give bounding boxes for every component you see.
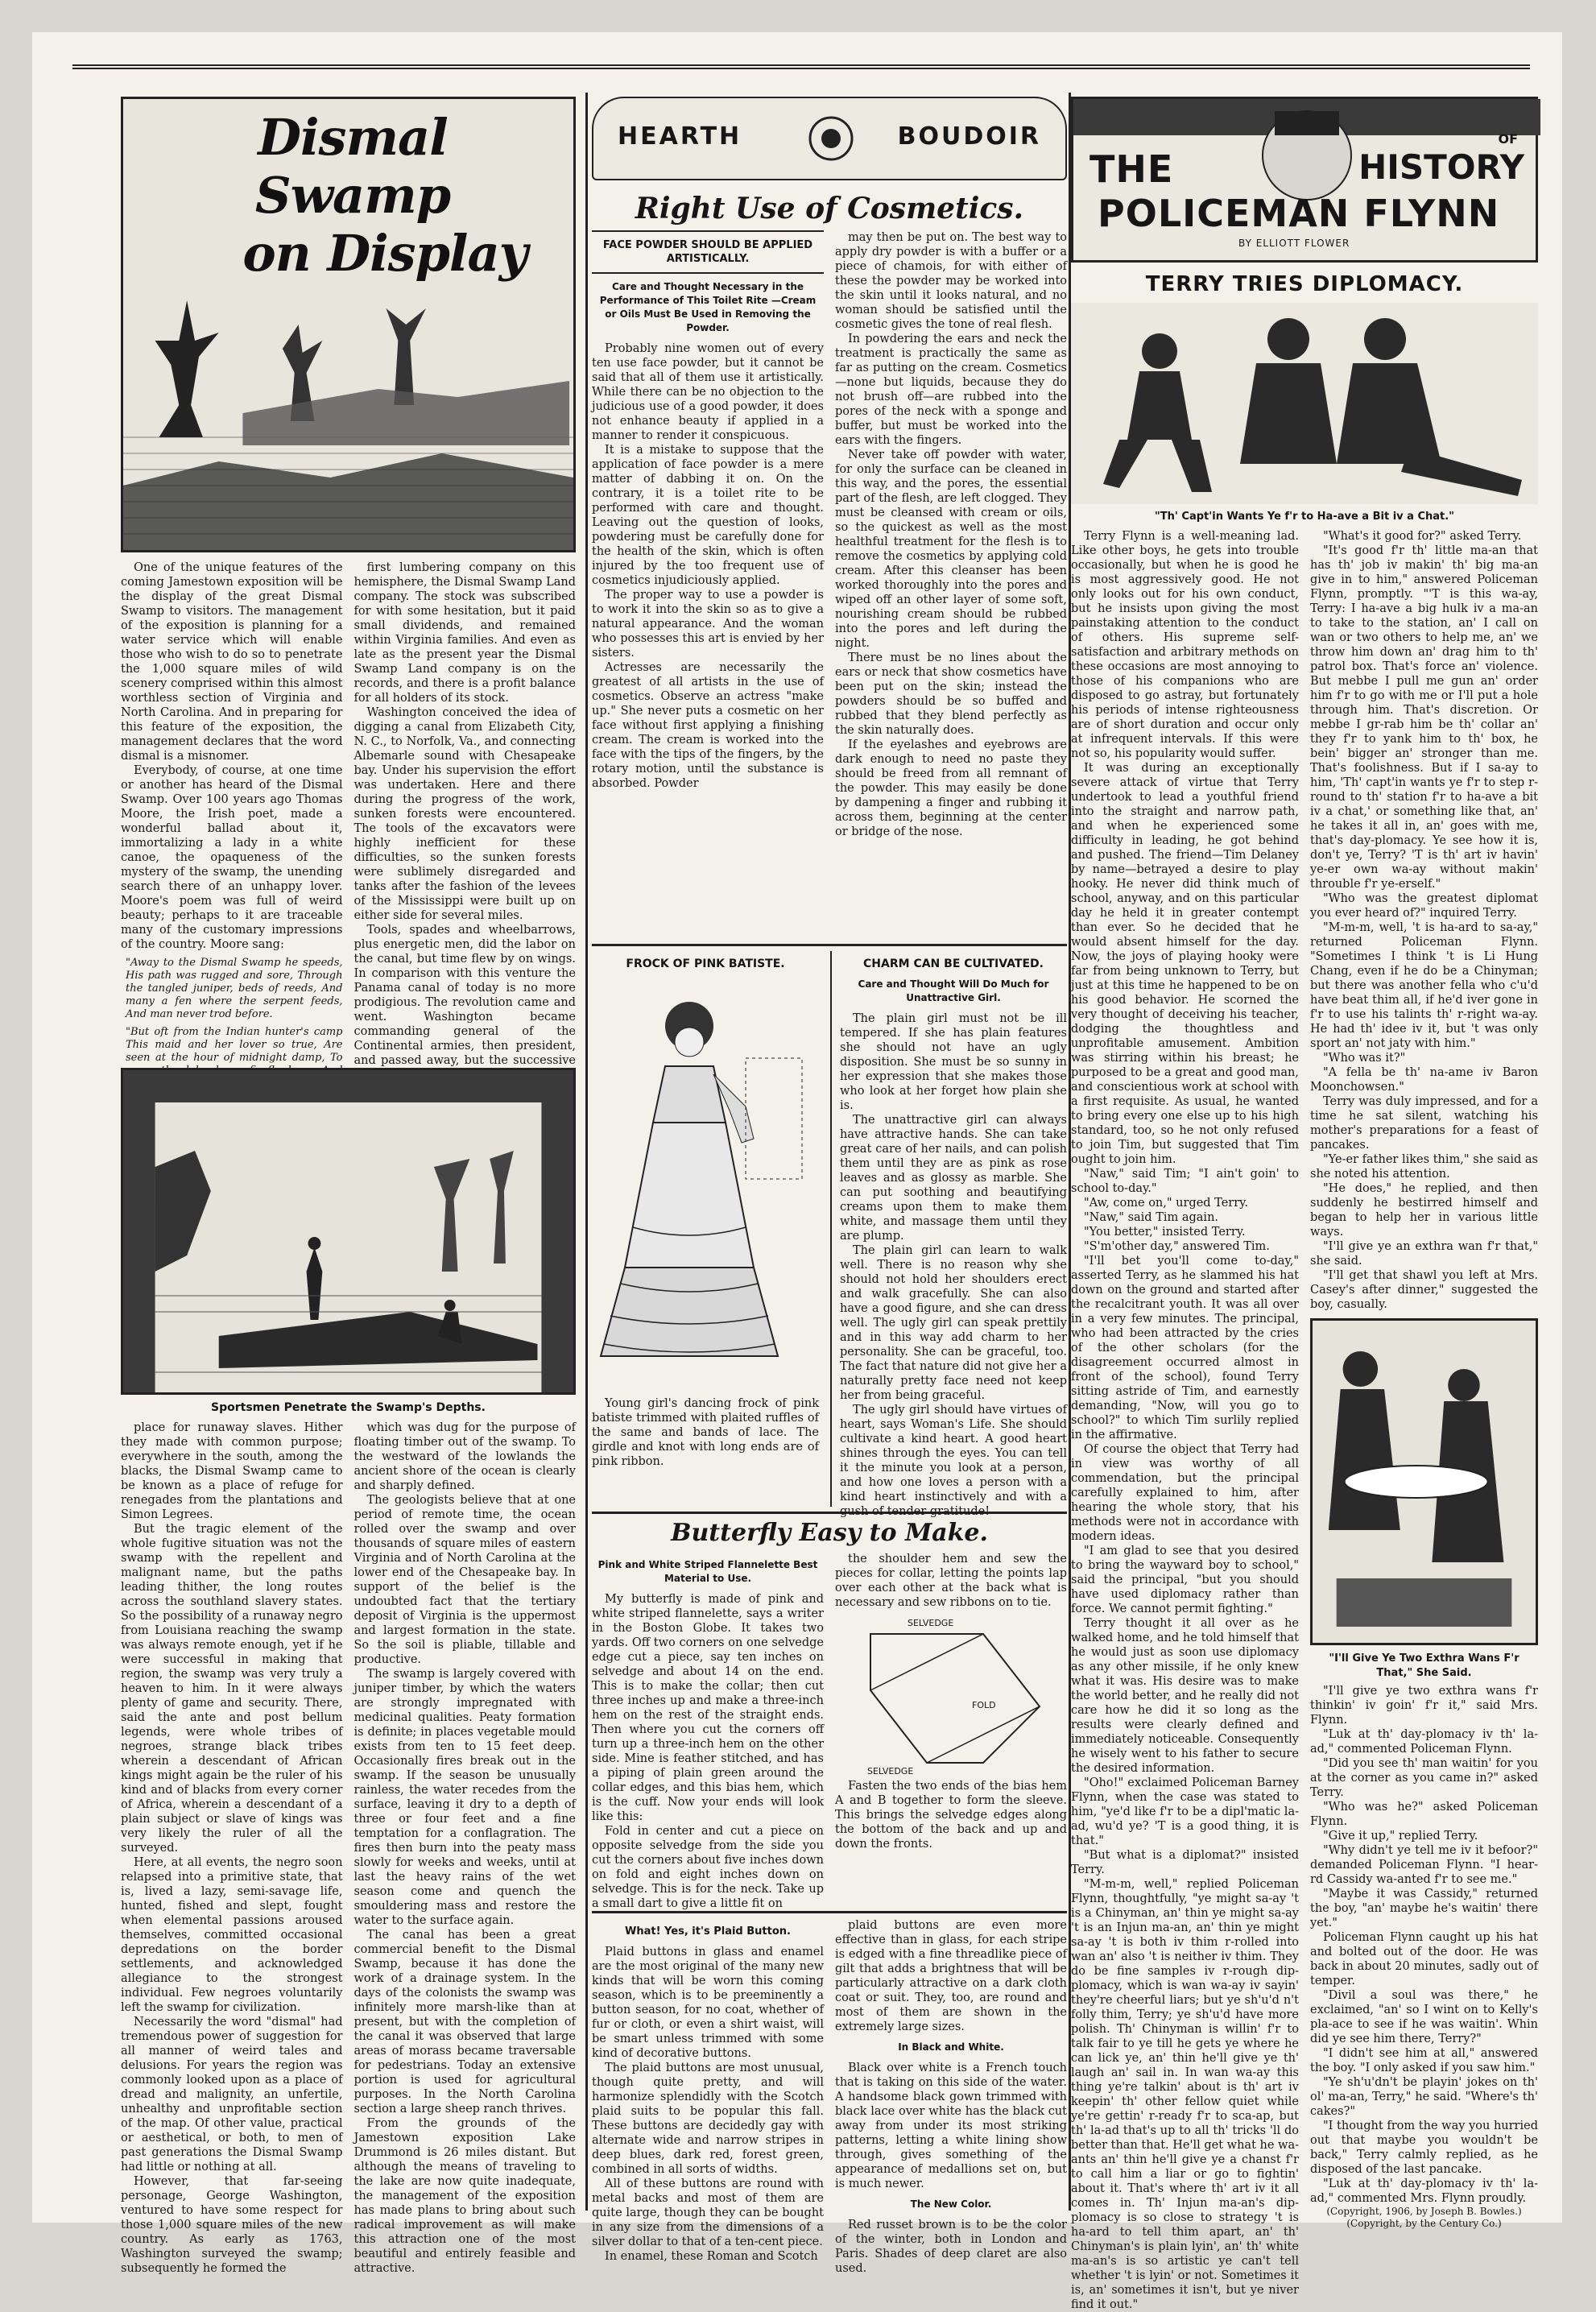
paragraph: Policeman Flynn caught up his hat and bolted out of the door. He was back in about 20 minutes, sadly out of temper.: [1310, 1931, 1538, 1987]
paragraph: first lumbering company on this hemisphere, the Dismal Swamp Land company. The stock was subscribed for with some hesitation, but it paid small dividends, and remained within Virginia families. And even as late as the present year the Dismal Swamp Land company is on the records, and there is a profit balance for all holders of its stock.: [354, 561, 576, 705]
frock-caption: [592, 1396, 819, 1469]
paragraph: But the tragic element of the whole fugitive situation was not the swamp with the repellent and malignant name, but the paths leading thither, the long routes across the southland slavery states. So the possibility of a runaway negro from Louisiana reaching the swamp was always remote enough, yet if he were successful in making that region, the swamp was very truly a heaven to him. In it were always plenty of game and security. There, said the ante and post bellum legends, were whole tribes of negroes, strange black tribes wherein a descendant of African kings might again be the ruler of his kind and of blacks from every corner of Africa, wherein a descendant of a plain subject or slave of kings was very likely the ruler of all the surveyed.: [121, 1523, 343, 1855]
terry-title: TERRY TRIES DIPLOMACY.: [1145, 272, 1464, 296]
paragraph: Everybody, of course, at one time or another has heard of the Dismal Swamp. Over 100 years ago Thomas Moore, the Irish poet, made a wonderful ballad about it, immortalizing a lady in a white canoe, the opaqueness of the mystery of the swamp, the unending search there of an unhappy lover. Moore's poem was full of weird beauty; perhaps to it are traceable many of the customary impressions of the country. Moore sang:: [121, 764, 343, 951]
paragraph: If the eyelashes and eyebrows are dark enough to need no paste they should be freed from all remnant of the powder. This may easily be done by dampening a finger and rubbing it across them, beginning at the center or bridge of the nose.: [835, 738, 1067, 838]
paragraph: "M-m-m, well, 't is ha-ard to sa-ay," returned Policeman Flynn. "Sometimes I think 't is Li Hung Chang, even if he do be a Chinyman; but there was another fella who c'u'd have beat thim all, if he'd iver gone in f'r to use his talints th' r-right wa-ay. He had th' idee iv it, but 't was only sport an' not jaty with him.": [1310, 921, 1538, 1050]
paragraph: "Who was it?": [1323, 1052, 1406, 1065]
paragraph: Actresses are necessarily the greatest of all artists in the use of cosmetics. Observe an actress "make up." She never puts a cosmetic on her face without first applying a finishing cream. The cream is worked into the face with the tips of the fingers, by the rotary motion, until the substance is absorbed. Powder: [592, 661, 824, 790]
flynn-banner: [1071, 97, 1538, 263]
paragraph: Probably nine women out of every ten use face powder, but it cannot be said that all of them use it artistically. While there can be no objection to the judicious use of a good powder, it does not enhance beauty if applied in a manner to render it conspicuous.: [592, 342, 824, 442]
paragraph: "Oho!" exclaimed Policeman Barney Flynn, when the case was stated to him, "ye'd like f'r to be a dipl'matic la-ad, wu'd ye? 'T is a good thing, it is that.": [1071, 1776, 1299, 1847]
banner-word-of: OF: [1498, 131, 1518, 147]
paragraph: All of these buttons are round with metal backs and most of them are quite large, though they can be bought in any size from the dimensions of a silver dollar to that of a ten-cent piece.: [592, 2178, 824, 2248]
paragraph: "But what is a diplomat?" insisted Terry.: [1071, 1849, 1299, 1876]
paragraph: One of the unique features of the coming Jamestown exposition will be the display of the great Dismal Swamp to visitors. The management of the exposition is planning for a water service which will enable those who wish to do so to penetrate the 1,000 square miles of wild scenery comprised within this almost worthless section of Virginia and North Carolina. And in preparing for this feature of the exposition, the management declares that the word dismal is a misnomer.: [121, 561, 343, 763]
plaid-subhead-black: In Black and White.: [898, 2041, 1004, 2053]
paragraph: "I didn't see him at all," answered the boy. "I only asked if you saw him.": [1310, 2047, 1538, 2074]
paragraph: plaid buttons are even more effective than in glass, for each stripe is edged with a fine threadlike piece of gilt that adds a brightness that will be particularly attractive on a dark cloth coat or suit. They, too, are round and most of them are shown in the extremely large sizes.: [835, 1919, 1067, 2033]
dismal-swamp-illustration: [121, 97, 576, 552]
paragraph: "Luk at th' day-plomacy iv th' la-ad," commented Policeman Flynn.: [1310, 1728, 1538, 1756]
banner-left-word: HEARTH: [618, 122, 742, 151]
paragraph: The unattractive girl can always have attractive hands. She can take great care of her nails, and can polish them until they are as pink as rose leaves and as glossy as marble. She can put soothing and beautifying creams upon them to make them white, and massage them until they are plump.: [840, 1114, 1067, 1243]
paragraph: In enamel, these Roman and Scotch: [605, 2250, 818, 2263]
poem-stanza-2: "But oft from the Indian hunter's camp This maid and her lover so true, Are seen at the hour of midnight damp, To: [126, 1026, 343, 1064]
paragraph: The geologists believe that at one period of remote time, the ocean rolled over the swamp and over thousands of square miles of eastern Virginia and of North Carolina at the lower end of the Chesapeake bay. In support of the belief is the undoubted fact that the tertiary deposit of Virginia is the uppermost and largest formation in the state. So the soil is pliable, tillable and productive.: [354, 1494, 576, 1666]
paragraph: "S'm'other day," answered Tim.: [1084, 1240, 1270, 1253]
diagram-label-side: FOLD: [972, 1700, 996, 1710]
paragraph: Black over white is a French touch that is taking on this side of the water. A handsome black gown trimmed with black lace over white has the black cut away from under its most striking patterns, letting a white lining show through, gives something of the appearance of medallions set on, but is much newer.: [835, 2062, 1067, 2190]
paragraph: "Ye-er father likes thim," she said as she noted his attention.: [1310, 1153, 1538, 1181]
paragraph: "I am glad to see that you desired to bring the wayward boy to school," said the principal, "but you should have used diplomacy rather than force. We cannot permit fighting.": [1071, 1545, 1299, 1615]
butterfly-diagram: [835, 1610, 1067, 1779]
paragraph: "I'll get that shawl you left at Mrs. Casey's after dinner," suggested the boy, casually.: [1310, 1269, 1538, 1311]
paragraph: Terry Flynn is a well-meaning lad. Like other boys, he gets into trouble occasionally, but when he is good he is most aggressively good. He not only looks out for his own conduct, but he insists upon giving the most painstaking attention to the conduct of others. His supreme self-satisfaction and arbitrary methods on these occasions are most annoying to those of his companions who are disposed to go astray, but fortunately his periods of intense righteousness are of short duration and occur only at infrequent intervals. If this were not so, his popularity would suffer.: [1071, 530, 1299, 760]
paragraph: The proper way to use a powder is to work it into the skin so as to give a natural appearance. And the woman who possesses this art is envied by her sisters.: [592, 589, 824, 660]
frock-charm-row: [592, 951, 1068, 1518]
paragraph: Of course the object that Terry had in view was worthy of all commendation, but the principal carefully explained to him, after hearing the whole story, that his methods were not in accordance with modern ideas.: [1071, 1443, 1299, 1543]
paragraph: The ugly girl should have virtues of heart, says Woman's Life. She should cultivate a kind heart. A good heart shines through the eyes. You can tell it the minute you look at a person, and how one loves a person with a kind heart instinctively and with a gush of tender gratitude!: [840, 1404, 1067, 1518]
paragraph: "He does," he replied, and then suddenly he bestirred himself and began to help her in various little ways.: [1310, 1182, 1538, 1239]
paragraph: The plain girl must not be ill tempered. If she has plain features she should not have an ugly disposition. She must be so sunny in her expression that she makes those who look at her forget how plain she is.: [840, 1012, 1067, 1112]
paragraph: "Naw," said Tim; "I ain't goin' to school to-day.": [1071, 1168, 1299, 1195]
plaid-subhead-color: The New Color.: [910, 2198, 992, 2210]
dismal-swamp-article: [121, 97, 576, 2275]
banner-byline: BY ELLIOTT FLOWER: [1238, 238, 1350, 249]
charm-article: [830, 951, 1068, 1518]
paragraph: Terry thought it all over as he walked home, and he told himself that he would just as soon use diplomacy as any other missile, if he only knew what it was. His desire was to make the world better, and he really did not care how he did it so long as the results were clearly defined and immediately noticeable. Consequently he wisely went to his father to secure the desired information.: [1071, 1617, 1299, 1775]
butterfly-subhead: Pink and White Striped Flannelette Best Material to Use.: [597, 1559, 818, 1584]
paragraph: "Maybe it was Cassidy," returned the boy, "an' maybe he's waitin' there yet.": [1310, 1888, 1538, 1929]
flynn-caption-2: "I'll Give Ye Two Exthra Wans F'r That," She Said.: [1329, 1652, 1520, 1679]
cosmetics-title: Right Use of Cosmetics.: [635, 192, 1024, 225]
paragraph: In powdering the ears and neck the treatment is practically the same as far as putting on the cream. Cosmetics—none but liquids, because they do not brush off—are rubbed into the pores of the neck with a sponge and buffer, but must be worked into the ears with the fingers.: [835, 333, 1067, 447]
flynn-illustration-2: [1310, 1318, 1538, 1645]
dismal-text-top: [121, 560, 576, 1067]
flynn-caption-1: "Th' Capt'in Wants Ye f'r to Ha-ave a Bit iv a Chat.": [1155, 511, 1454, 523]
sportsmen-caption: Sportsmen Penetrate the Swamp's Depths.: [211, 1401, 486, 1414]
policeman-flynn-article: [1071, 97, 1538, 2311]
charm-title: CHARM CAN BE CULTIVATED.: [863, 957, 1044, 970]
paragraph: Washington conceived the idea of digging a canal from Elizabeth City, N. C., to Norfolk, Va., and connecting Albemarle sound with Chesapeake bay. Under his supervision the effort was undertaken. Here and there during the progress of the work, sunken forests were encountered. The tools of the excavators were highly inefficient for these difficulties, so the sunken forests were sublimely disregarded and tanks after the fashion of the levees of the Mississippi were built up on either side for several miles.: [354, 706, 576, 922]
paragraph: "Give it up," replied Terry.: [1323, 1830, 1478, 1843]
paragraph: may then be put on. The best way to apply dry powder is with a buffer or a piece of chamois, for with either of these the powder may be worked into the skin until it looks natural, and no woman should be satisfied until the cosmetic gives the tone of real flesh.: [835, 231, 1067, 331]
diagram-label-bottom: SELVEDGE: [867, 1766, 914, 1776]
paragraph: Red russet brown is to be the color of the winter, both in London and Paris. Shades of deep claret are also used.: [835, 2219, 1067, 2275]
paragraph: The canal has been a great commercial benefit to the Dismal Swamp, because it has done the work of a drainage system. In the days of the colonists the swamp was infinitely more marsh-like than at present, but with the completion of the canal it was observed that large areas of morass became traversable for pedestrians. Today an extensive portion is used for agricultural purposes. In the North Carolina section a large sheep ranch thrives.: [354, 1929, 576, 2116]
plaid-title: What! Yes, it's Plaid Button.: [625, 1925, 791, 1938]
paragraph: Terry was duly impressed, and for a time he sat silent, watching his mother's preparations for a feast of pancakes.: [1310, 1095, 1538, 1152]
frock-title: FROCK OF PINK BATISTE.: [626, 957, 785, 970]
paragraph: "I'll bet you'll come to-day," asserted Terry, as he slammed his hat down on the ground and started after the recalcitrant youth. It was all over in a very few minutes. The principal, who had been attracted by the cries of the other scholars (for the disagreement occurred almost in front of the school), found Terry sitting astride of Tim, and earnestly demanding, "Now, will you go to school?" to which Tim surlily replied in the affirmative.: [1071, 1255, 1299, 1441]
charm-subhead: Care and Thought Will Do Much for Unattractive Girl.: [858, 978, 1049, 1003]
paragraph: Fasten the two ends of the bias hem A and B together to form the sleeve. This brings the selvedge edges along the bottom of the back and up and down the fronts.: [835, 1780, 1067, 1851]
paragraph: Young girl's dancing frock of pink batiste trimmed with plaited ruffles of the same and bands of lace. The girdle and knot with long ends are of pink ribbon.: [592, 1397, 819, 1468]
banner-word-policeman-flynn: POLICEMAN FLYNN: [1098, 192, 1500, 235]
banner-right-word: BOUDOIR: [897, 122, 1041, 151]
paragraph: place for runaway slaves. Hither they made with common purpose; everywhere in the south, among the blacks, the Dismal Swamp came to be known as a place of refuge for renegades from the plantations and Simon Legrees.: [121, 1421, 343, 1521]
paragraph: "M-m-m, well," replied Policeman Flynn, thoughtfully, "ye might sa-ay 't is a Chinyman, an' thin ye might sa-ay 't is an Injun ma-an, an' thin ye might sa-ay 't is both iv thim r-rolled into wan an' also 't is neither iv thim. They do be fine samples iv r-rough dip-plomacy, which is wan wa-ay iv sayin' they're cheerful liars; but ye sh'u'd n't folly thim, Terry; ye sh'u'd have more polish. Th' Chinyman is willin' f'r to talk fair to ye till he gets ye where he can lick ye, an' thin he'll give ye th' laugh an' sail in. In wan wa-ay this thing ye're talkin' about is th' art iv keepin' th' other fellow quiet while ye're gettin' r-ready f'r to sca-ap, but th' la-ad that's up to all th' tricks 'll do better than that. He'll get what he wa-ants an' thin he'll give ye a chanst f'r to call him a liar or go to fightin' about it. That's where th' art iv it all comes in. Th' Injun ma-an's dip-plomacy is so close to strategy 't is ha-ard to tell thim apart, an' th' Chinyman's is plain lyin', an' th' white ma-an's is so artistic ye can't tell whether 't is lyin' or not. Sometimes it is, an' sometimes it isn't, but ye niver find it out.": [1071, 1878, 1299, 2311]
paragraph: The swamp is largely covered with juniper timber, by which the waters are strongly impregnated with medicinal qualities. Peaty formation is definite; in places vegetable mould exists from ten to 15 feet deep. Occasionally fires break out in the swamp. If the season be unusually rainless, the water recedes from the surface, leaving it dry to a depth of three or four feet and a fine temptation for a conflagration. The fires then burn into the peaty mass slowly for weeks and weeks, until at last the heavy rains of the wet season come and quench the smouldering mass and restore the water to the surface again.: [354, 1668, 576, 1927]
paragraph: Necessarily the word "dismal" had tremendous power of suggestion for all manner of weird tales and delusions. For years the region was commonly looked upon as a place of dread and malignity, an unfertile, unhealthy and unprofitable section of the map. Of other value, practical or aesthetical, or both, to men of past generations the Dismal Swamp had little or nothing at all.: [121, 2016, 343, 2173]
copyright-line-1: (Copyright, 1906, by Joseph B. Bowles.): [1326, 2206, 1522, 2217]
flynn-text: [1071, 529, 1538, 2311]
diagram-label-top: SELVEDGE: [908, 1618, 954, 1628]
cosmetics-text: [592, 230, 1067, 939]
paragraph: "Why didn't ye tell me iv it befoor?" demanded Policeman Flynn. "I hear-rd Cassidy wa-anted f'r to see me.": [1310, 1844, 1538, 1886]
frock-article: [592, 951, 819, 1507]
paragraph: Plaid buttons in glass and enamel are the most original of the many new kinds that will be worn this coming season, which is to be preeminently a button season, for no coat, whether of fur or cloth, or even a shirt waist, will be smart unless trimmed with some kind of decorative buttons.: [592, 1946, 824, 2060]
paragraph: "What's it good for?" asked Terry.: [1323, 530, 1522, 543]
paragraph: "Ye sh'u'dn't be playin' jokes on th' ol' ma-an, Terry," he said. "Where's th' cakes?": [1310, 2076, 1538, 2118]
paragraph: "It's good f'r th' little ma-an that has th' job iv makin' th' big ma-an give in to him," answered Policeman Flynn, promptly. "'T is this wa-ay, Terry: I ha-ave a big hulk iv a ma-an to take to the station, an' I call on wan or two others to help me, an' we throw him down an' drag him to th' patrol box. That's force an' violence. But mebbe I pull me gun an' order him f'r to go with me or I'll put a hole through him. That's discretion. Or mebbe I gr-rab him be th' collar an' they f'r to yank him to th' box, he bein' bigger an' stronger than me. That's foolishness. But if I sa-ay to him, 'Th' capt'in wants ye f'r to step r-round to th' station f'r to ha-ave a bit iv a chat,' or something like that, an' he takes it all in, an' goes with me, that's day-plomacy. Ye see how it is, don't ye, Terry? 'T is th' art iv havin' ye-er own wa-ay without makin' throuble f'r ye-erself.": [1310, 544, 1538, 891]
paragraph: Here, at all events, the negro soon relapsed into a primitive state, that is, lived a lazy, semi-savage life, hunted, fished and slept, fought when elemental passions aroused themselves, committed occasional depredations on the border settlements, and acknowledged allegiance to the strongest individual. Few negroes voluntarily left the swamp for civilization.: [121, 1856, 343, 2014]
paragraph: There must be no lines about the ears or neck that show cosmetics have been put on the skin; instead the powders should be so buffed and rubbed that they blend perfectly as the skin naturally does.: [835, 651, 1067, 737]
paragraph: "Naw," said Tim again.: [1084, 1211, 1219, 1224]
paragraph: From the grounds of the Jamestown exposition Lake Drummond is 26 miles distant. But although the means of traveling to the lake are now quite inadequate, the management of the exposition has made plans to bring about such radical improvement as will make this attraction one of the most beautiful and entirely feasible and attractive.: [354, 2117, 576, 2275]
paragraph: "I'll give ye two exthra wans f'r thinkin' iv goin' f'r it," said Mrs. Flynn.: [1310, 1685, 1538, 1727]
top-rule: [72, 64, 1530, 69]
sportsmen-illustration: [121, 1068, 576, 1395]
paragraph: "Did you see th' man waitin' for you at the corner as you came in?" asked Terry.: [1310, 1757, 1538, 1799]
paragraph: Never take off powder with water, for only the surface can be cleaned in this way, and the pores, the essential part of the flesh, are left clogged. They must be cleansed with cream or oils, so the quickest as well as the most healthful treatment for the flesh is to remove the cosmetics by applying cold cream. After this cleanser has been worked thoroughly into the pores and wiped off an other layer of some soft, nourishing cream should be rubbed into the pores and left during the night.: [835, 449, 1067, 650]
title-line-2: on Display: [242, 224, 527, 283]
column-rule-1: [585, 93, 588, 2211]
hearth-boudoir-section: [592, 97, 1068, 2275]
paragraph: Tools, spades and wheelbarrows, plus energetic men, did the labor on the canal, but time flew by on wings. In comparison with this venture the Panama canal of today is no more prodigious. The revolution came and went. Washington became commanding general of the Continental armies, then president, and passed away, but the successive: [354, 924, 576, 1067]
paragraph: the shoulder hem and sew the pieces for collar, letting the points lap over each other at the back what is necessary and sew ribbons on to tie.: [835, 1553, 1067, 1609]
paragraph: It is a mistake to suppose that the application of face powder is a mere matter of dabbing it on. On the contrary, it is a toilet rite to be performed with care and thought. Leaving out the question of looks, powdering must be carefully done for the health of the skin, which is often injured by the too frequent use of cosmetics injudiciously applied.: [592, 444, 824, 587]
paragraph: "Aw, come on," urged Terry.: [1084, 1197, 1249, 1210]
paragraph: It was during an exceptionally severe attack of virtue that Terry undertook to lead a youthful friend into the straight and narrow path, and when he experienced some difficulty in leading, he got behind and pushed. The friend—Tim Delaney by name—betrayed a desire to play hooky. He never did think much of school, anyway, and on this particular day he held it in greater contempt than ever. So he decided that he would absent himself for the day. Now, the joys of playing hooky were far from being unknown to Terry, but just at this time he happened to be on his good behavior. He scorned the very thought of deceiving his teacher, dodging the thoughtless and unprofitable amusement. Ambition was stirring within his breast; he purposed to be a great and good man, and conscientious work at school with a first requisite. As usual, he wanted to bring every one else up to his high standard, too, so he not only refused to join Tim, but suggested that Tim ought to join him.: [1071, 762, 1299, 1166]
title-line-1: Dismal Swamp: [254, 108, 451, 225]
paragraph: The plaid buttons are most unusual, though quite pretty, and will harmonize splendidly with the Scotch plaid suits to be popular this fall. These buttons are decidedly gay with alternate wide and narrow stripes in deep blues, dark red, forest green, combined in all sorts of widths.: [592, 2062, 824, 2176]
paragraph: The plain girl can learn to walk well. There is no reason why she should not hold her shoulders erect and walk gracefully. She can also have a good figure, and she can dress well. The ugly girl can speak prettily and in this way add charm to her personality. She can be graceful, too. The fact that nature did not give her a naturally pretty face need not keep her from being graceful.: [840, 1244, 1068, 1402]
paragraph: "I'll give ye an exthra wan f'r that," she said.: [1310, 1240, 1538, 1268]
banner-word-the: THE: [1089, 147, 1174, 191]
paragraph: "A fella be th' na-ame iv Baron Moonchowsen.": [1310, 1066, 1538, 1094]
paragraph: which was dug for the purpose of floating timber out of the swamp. To the westward of the lowlands the ancient shore of the ocean is clearly and sharply defined.: [354, 1421, 576, 1492]
banner-ornament-icon: [807, 114, 855, 163]
paragraph: "Luk at th' day-plomacy iv th' la-ad," commented Mrs. Flynn proudly.: [1310, 2178, 1538, 2205]
dismal-text-bottom: [121, 1421, 576, 2275]
dismal-swamp-heading: [172, 109, 534, 283]
paragraph: "Who was the greatest diplomat you ever heard of?" inquired Terry.: [1310, 892, 1538, 920]
paragraph: "Divil a soul was there," he exclaimed, "an' so I wint on to Kelly's pla-ace to see if he was waitin'. Whin did ye see him there, Terry?": [1310, 1989, 1538, 2045]
paragraph: "You better," insisted Terry.: [1084, 1226, 1246, 1239]
paragraph: My butterfly is made of pink and white striped flannelette, says a writer in the Boston Globe. It takes two yards. Off two corners on one selvedge edge cut a piece, say ten inches on selvedge and about 14 on the end. This is to make the collar; then cut three inches up and make a three-inch hem on the rest of the straight ends. Then where you cut the corners off turn up a three-inch hem on the other side. Mine is feather stitched, and has a piping of plain green around the collar edges, and this bias hem, which is the cuff. Now your ends will look like this:: [592, 1593, 824, 1823]
banner-word-history: HISTORY: [1358, 147, 1524, 187]
cosmetics-subhead-2: Care and Thought Necessary in the Performance of This Toilet Rite —Cream or Oils Must Be Used in Removing the Powder.: [599, 281, 817, 333]
frock-illustration: [592, 978, 819, 1396]
paragraph: "Who was he?" asked Policeman Flynn.: [1310, 1801, 1538, 1828]
plaid-button-article: [592, 1918, 1067, 2275]
butterfly-text: [592, 1552, 1067, 1910]
paragraph: Fold in center and cut a piece on opposite selvedge from the side you cut the corners about five inches down on fold and eight inches down on selvedge. This is for the neck. Take up a small dart to give a little fit on: [592, 1825, 824, 1910]
cosmetics-subhead-1: FACE POWDER SHOULD BE APPLIED ARTISTICALLY.: [602, 239, 813, 265]
paragraph: However, that far-seeing personage, George Washington, ventured to have some respect for those 1,000 square miles of the new country. As early as 1763, Washington surveyed the swamp; subsequently he formed the: [121, 2175, 343, 2275]
poem-stanza-1: "Away to the Dismal Swamp he speeds, His path was rugged and sore, Through the tangled juniper, beds of reeds, And many a fen where the serpent feeds, And man never trod before.: [126, 957, 343, 1020]
copyright-line-2: (Copyright, by the Century Co.): [1346, 2218, 1502, 2229]
butterfly-title: Butterfly Easy to Make.: [671, 1519, 988, 1547]
flynn-illustration-1: [1071, 303, 1538, 504]
hearth-boudoir-banner: [592, 97, 1067, 180]
paragraph: "I thought from the way you hurried out that maybe you wouldn't be back," Terry calmly replied, as he disposed of the last pancake.: [1310, 2120, 1538, 2176]
